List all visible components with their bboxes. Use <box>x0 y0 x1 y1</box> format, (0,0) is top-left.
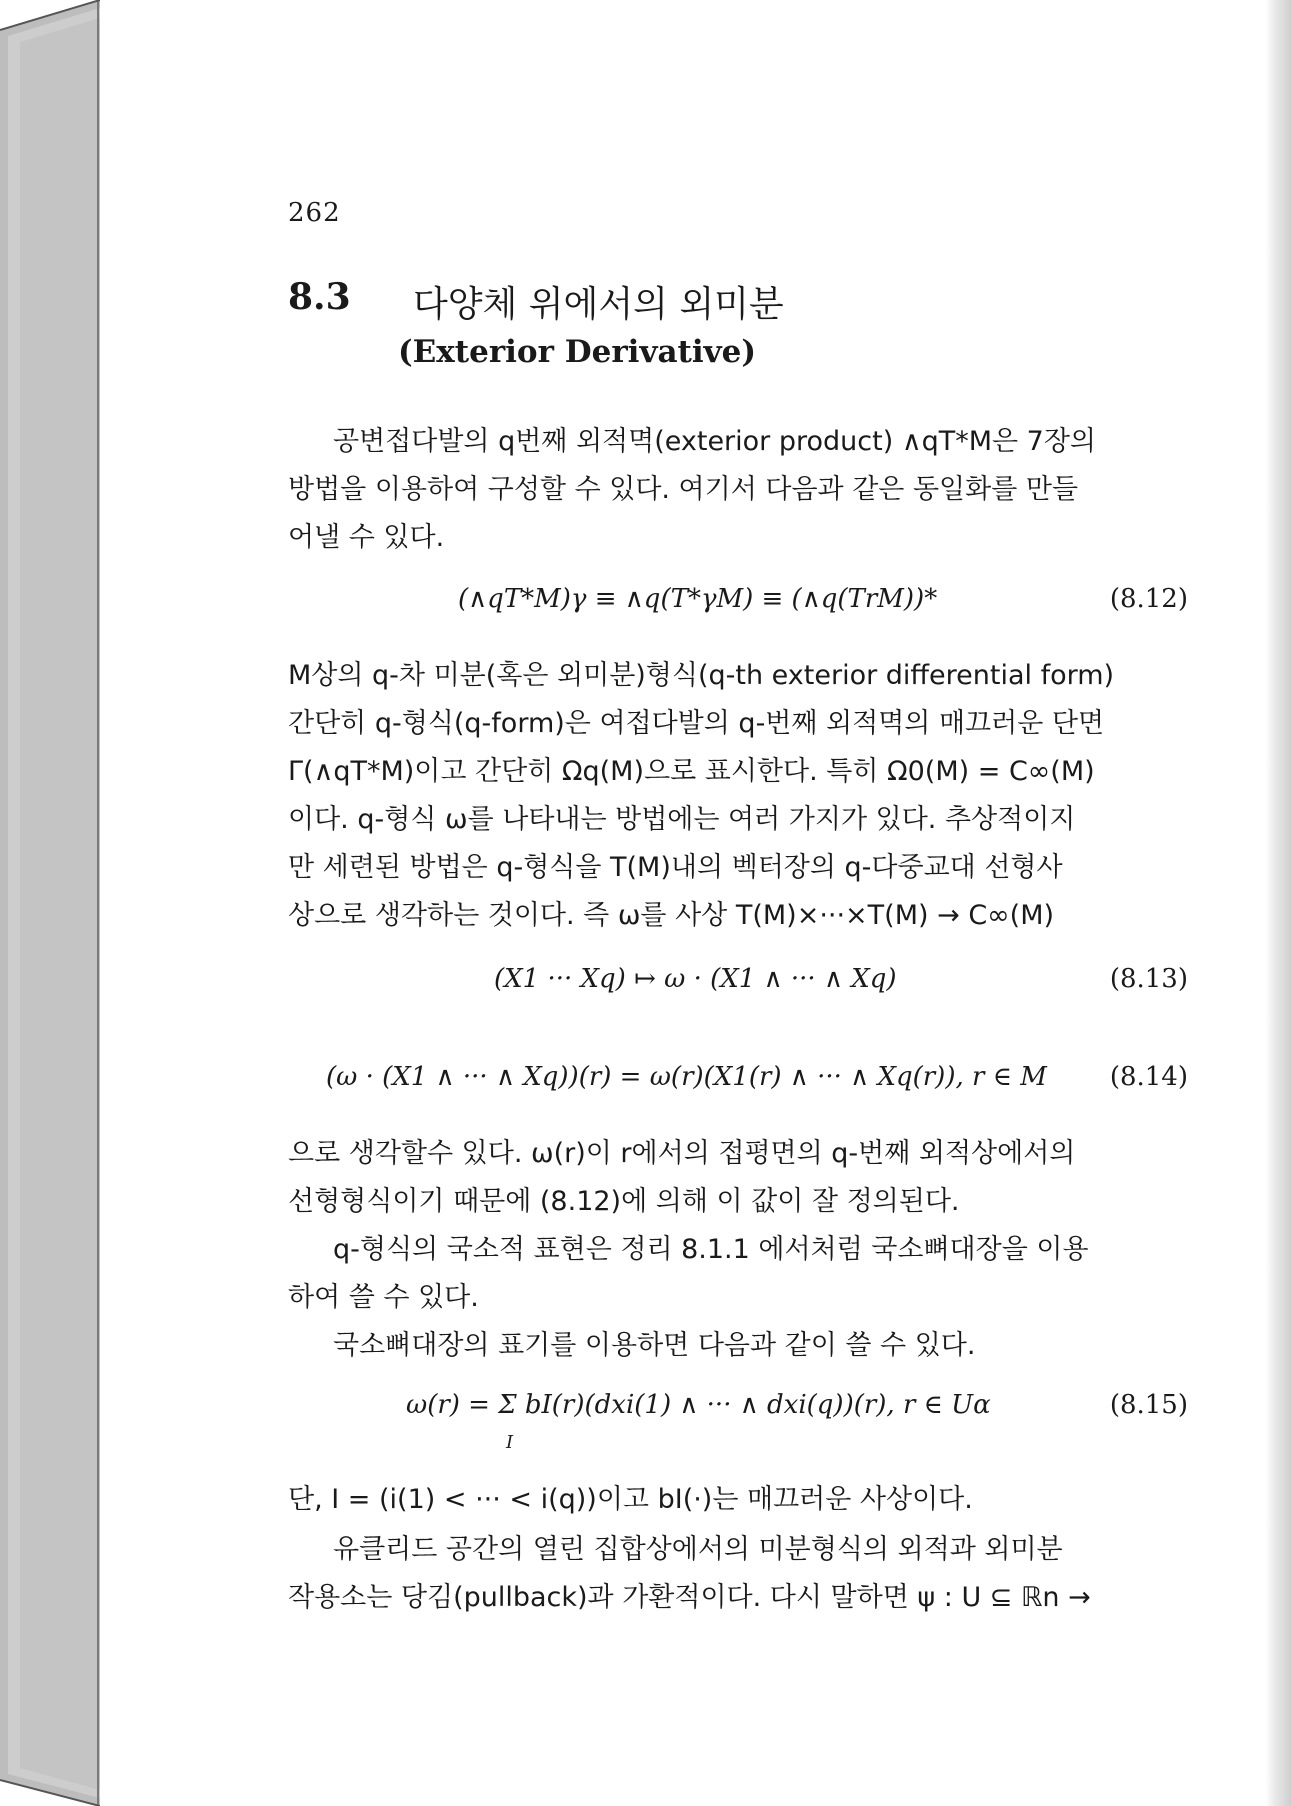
page-edge-shadow <box>1265 0 1291 1806</box>
section-subtitle: (Exterior Derivative) <box>398 334 757 370</box>
paragraph-7 <box>288 1526 1188 1622</box>
text-line: 국소뼈대장의 표기를 이용하면 다음과 같이 쓸 수 있다. <box>333 1330 976 1361</box>
equation-number: (8.15) <box>1109 1390 1188 1420</box>
text-line: 상으로 생각하는 것이다. 즉 ω를 사상 T(M)×···×T(M) → C∞(M) <box>288 900 1055 931</box>
text-line: q-형식의 국소적 표현은 정리 8.1.1 에서처럼 국소뼈대장을 이용 <box>333 1234 1089 1265</box>
page-number: 262 <box>288 198 341 228</box>
equation-number: (8.14) <box>1109 1062 1188 1092</box>
text-line: 방법을 이용하여 구성할 수 있다. 여기서 다음과 같은 동일화를 만들 <box>288 474 1079 505</box>
section-number: 8.3 <box>288 276 351 318</box>
text-line: 공변접다발의 q번째 외적멱(exterior product) ∧qT*M은 7장의 <box>333 426 1097 457</box>
equation-8-14 <box>288 1062 1188 1102</box>
text-line: 만 세련된 방법은 q-형식을 T(M)내의 벡터장의 q-다중교대 선형사 <box>288 852 1063 883</box>
paragraph-1 <box>288 418 1188 562</box>
equation-body: (X1 ··· Xq) ↦ ω · (X1 ∧ ··· ∧ Xq) <box>494 964 897 994</box>
equation-8-15 <box>288 1390 1188 1460</box>
equation-8-12 <box>288 584 1188 624</box>
equation-body: (∧qT*M)γ ≡ ∧q(T*γM) ≡ (∧q(TrM))* <box>458 584 938 614</box>
sum-index: I <box>506 1432 514 1453</box>
paragraph-2 <box>288 652 1188 940</box>
paragraph-5 <box>288 1322 1188 1370</box>
text-line: Γ(∧qT*M)이고 간단히 Ωq(M)으로 표시한다. 특히 Ω0(M) = C∞(M) <box>288 756 1095 787</box>
text-line: 어낼 수 있다. <box>288 522 445 553</box>
text-line: 하여 쓸 수 있다. <box>288 1282 479 1313</box>
equation-number: (8.13) <box>1109 964 1188 994</box>
equation-8-13 <box>288 964 1188 1004</box>
text-line: 단, I = (i(1) < ··· < i(q))이고 bI(·)는 매끄러운 사상이다. <box>288 1484 973 1515</box>
book-spine-edge <box>0 0 100 1806</box>
paragraph-4 <box>288 1226 1188 1322</box>
paragraph-6 <box>288 1476 1188 1524</box>
text-line: 으로 생각할수 있다. ω(r)이 r에서의 접평면의 q-번째 외적상에서의 <box>288 1138 1076 1169</box>
section-title: 다양체 위에서의 외미분 <box>413 284 784 325</box>
text-line: 유클리드 공간의 열린 집합상에서의 미분형식의 외적과 외미분 <box>333 1534 1063 1565</box>
text-line: 이다. q-형식 ω를 나타내는 방법에는 여러 가지가 있다. 추상적이지 <box>288 804 1076 835</box>
text-line: M상의 q-차 미분(혹은 외미분)형식(q-th exterior differential form) <box>288 660 1115 691</box>
text-line: 선형형식이기 때문에 (8.12)에 의해 이 값이 잘 정의된다. <box>288 1186 960 1217</box>
equation-number: (8.12) <box>1109 584 1188 614</box>
equation-body: (ω · (X1 ∧ ··· ∧ Xq))(r) = ω(r)(X1(r) ∧ ··· ∧ Xq(r)), r ∈ M <box>326 1062 1047 1092</box>
book-page <box>100 0 1265 1806</box>
paragraph-3 <box>288 1130 1188 1226</box>
text-line: 작용소는 당김(pullback)과 가환적이다. 다시 말하면 ψ : U ⊆ ℝn → <box>288 1582 1091 1613</box>
text-line: 간단히 q-형식(q-form)은 여접다발의 q-번째 외적멱의 매끄러운 단면 <box>288 708 1105 739</box>
equation-body: ω(r) = Σ bI(r)(dxi(1) ∧ ··· ∧ dxi(q))(r), r ∈ Uα <box>406 1390 991 1420</box>
